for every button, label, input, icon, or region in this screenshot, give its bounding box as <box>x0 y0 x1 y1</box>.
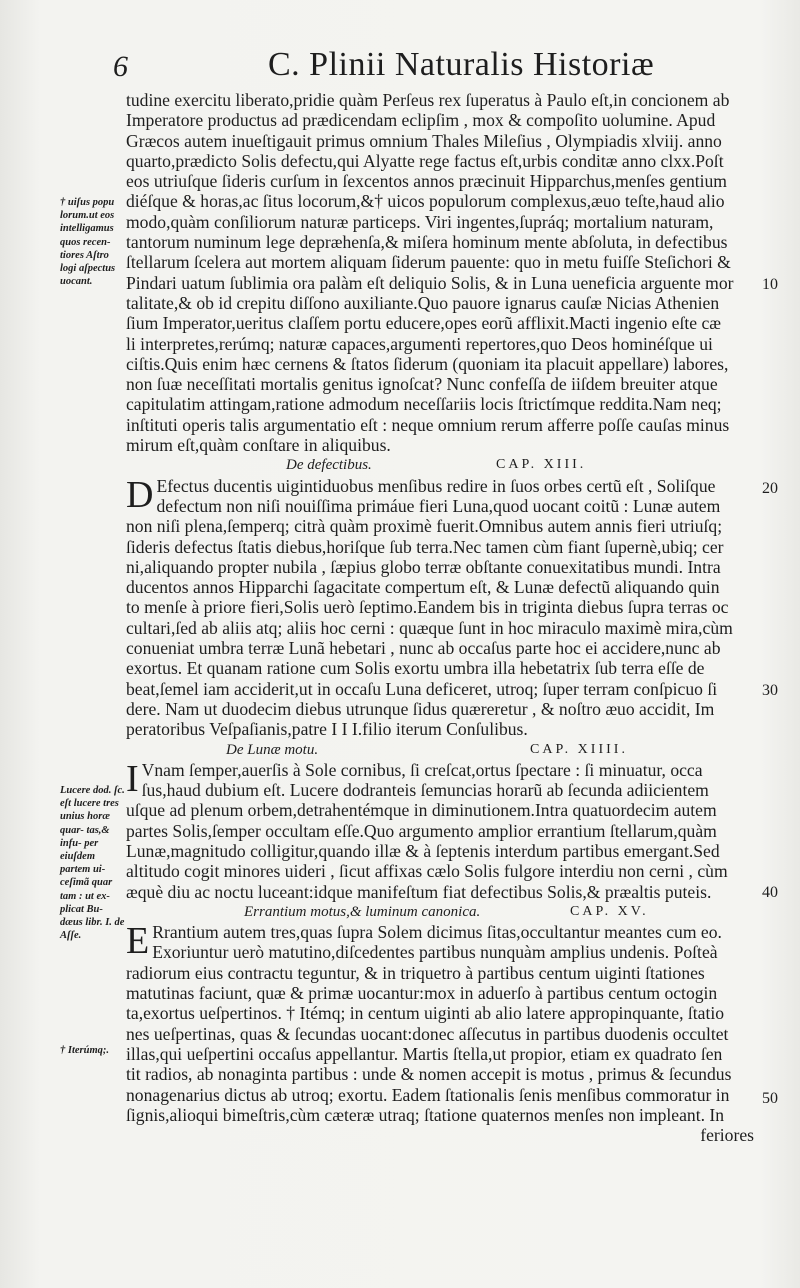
drop-capital: D <box>126 473 154 516</box>
running-head: C. Plinii Naturalis Historiæ <box>268 46 655 83</box>
text-line: radiorum eius contractu teguntur, & in triquetro à partibus centum uiginti ſtationes <box>126 962 705 983</box>
text-line: partes Solis,ſemper occultam eſſe.Quo argumento amplior errantium ſtellarum,quàm <box>126 820 717 841</box>
catchword: feriores <box>700 1125 754 1146</box>
margin-note: Lucere dod. ſc. eſt lucere tres unius horæ quar- tas,& infu- per eiuſdem partem ui- ceſimã quar tam : ut ex- plicat Bu- dæus libr. I. de Aſſe. <box>60 785 125 942</box>
text-line: cultari,ſed ab aliis atq; aliis hoc cerni : quæque ſunt in hoc miraculo maximè mira,cùm <box>126 617 733 638</box>
text-line: diéſque & horas,ac ſitus locorum,&† uicos populorum complexus,æuo teſte,haud alio <box>126 191 725 212</box>
main-text <box>126 90 754 1145</box>
text-line: Græcos autem inueſtigauit primus omnium Thales Mileſius , Olympiadis xlviij. anno <box>126 130 722 151</box>
text-line: tantorum numinum lege depræhenſa,& miſera hominum mente abſoluta, in defectibus <box>126 232 728 253</box>
line-number: 20 <box>762 480 778 497</box>
text-line: ſus,haud dubium eſt. Lucere dodranteis ſemuncias horarũ ab ſecunda adiicientem <box>141 780 709 801</box>
text-line: Exoriuntur uerò matutino,diſcedentes partibus nunquàm amplius undenis. Poſteà <box>152 942 718 963</box>
text-line: non ſuæ neceſſitati mortalis genitus ignoſcat? Nunc confeſſa de iiſdem breuiter atque <box>126 374 718 395</box>
text-line: æquè diu ac noctu luceant:idque manifeſtum fiat defectibus Solis,& præaltis puteis. <box>126 881 712 902</box>
chapter-title: Errantium motus,& luminum canonica. <box>244 903 481 920</box>
text-line: beat,ſemel iam acciderit,ut in occaſu Luna deficeret, utroq; ſuper terram conſpicuo ſi <box>126 678 718 699</box>
text-line: ſideris defectus ſtatis diebus,horiſque ſub terra.Nec tamen cùm fiant ſupernè,ubiq; cer <box>126 536 724 557</box>
text-line: non niſi plena,ſemperq; citrà quàm proximè fuerit.Omnibus autem annis fieri utriuſq; <box>126 516 723 537</box>
chapter-heading-15 <box>126 902 754 922</box>
text-line: ſignis,alioqui bimeſtris,cùm cæteræ utraq; ſtatione quaternos menſes non impleant. In <box>126 1104 725 1125</box>
text-line: ni,aliquando propter nubila , ſæpius globo terræ obſtante conuexitatibus mundi. Intra <box>126 556 721 577</box>
margin-note: † uiſus popu lorum.ut eos intelligamus quos recen- tiores Aſtro logi aſpectus uocant. <box>60 197 116 288</box>
text-line: to menſe à priore fieri,Solis uerò ſeptimo.Eandem bis in triginta diebus ſupra terras oc <box>126 597 729 618</box>
chapter-number: CAP. XIIII. <box>530 741 628 757</box>
text-line: tit radios, ab nonaginta partibus : unde & nomen accepit is motus , primus & ſecundus <box>126 1064 732 1085</box>
text-line: quarto,prædicto Solis defectu,qui Alyatte rege factus eſt,urbis conditæ anno clxx.Poſt <box>126 150 724 171</box>
line-number: 40 <box>762 884 778 901</box>
text-line: mirum eſt,quàm conſtare in aliquibus. <box>126 435 391 456</box>
text-line: defectum non niſi nouiſſima primáue fieri Luna,quod uocant coitũ : Lunæ autem <box>156 495 721 516</box>
text-line: peratoribus Veſpaſianis,patre I I I.filio iterum Conſulibus. <box>126 719 528 740</box>
text-line: matutinas faciunt, quæ & primæ uocantur:mox in aduerſo à partibus centum octogin <box>126 983 718 1004</box>
text-line: illas,qui ueſpertini occaſus appellantur. Martis ſtella,ut propior, etiam ex quadrato ſen <box>126 1043 723 1064</box>
text-line: ſtellarum ſcelera aut mortem aliquam ſiderum pauente: quo in metu fuiſſe Steſichori & <box>126 252 731 273</box>
chapter-heading-13 <box>126 455 754 475</box>
chapter-heading-14 <box>126 740 754 760</box>
page-number: 6 <box>113 50 128 83</box>
line-number: 50 <box>762 1090 778 1107</box>
text-line: talitate,& ob id crepitu diſſono auxiliante.Quo pauore ignarus cauſæ Nicias Athenien <box>126 292 720 313</box>
drop-capital: E <box>126 920 150 963</box>
text-line: Efectus ducentis uigintiduobus menſibus redire in ſuos orbes certũ eſt , Soliſque <box>156 475 716 496</box>
text-line: Lunæ,magnitudo colligitur,quando illæ & à ſeptenis interdum partibus emergant.Sed <box>126 840 720 861</box>
text-line: li interpretes,rerúmq; naturæ capaces,argumenti repertores,quo Deos hominéſque ui <box>126 333 713 354</box>
text-line: eos utriuſque ſideris curſum in ſexcentos annos præcinuit Hipparchus,menſes gentium <box>126 171 727 192</box>
text-line: modo,quàm conſiliorum naturæ particeps. Viri ingentes,ſupráq; mortalium naturam, <box>126 211 714 232</box>
text-line: ſium Imperator,ueritus claſſem portu educere,opes eorũ afflixit.Macti ingenio eſte cæ <box>126 313 721 334</box>
text-line: Rrantium autem tres,quas ſupra Solem dicimus ſitas,occultantur meantes cum eo. <box>152 922 722 943</box>
text-line: exortus. Et quanam ratione cum Solis exortu umbra illa hebetatrix ſub terra eſſe de <box>126 658 705 679</box>
text-line: Vnam ſemper,auerſis à Sole cornibus, ſi creſcat,ortus ſpectare : ſi minuatur, occa <box>141 759 703 780</box>
text-line: altitudo cogit minores uideri , ſicut affixas cælo Solis fulgore interdiu non cerni , cùm <box>126 861 728 882</box>
text-line: tudine exercitu liberato,pridie quàm Perſeus rex ſuperatus à Paulo eſt,in concionem ab <box>126 90 730 110</box>
text-line: capitulatim attingam,ratione admodum neceſſariis locis ſtrictímque reddita.Nam neq; <box>126 394 722 415</box>
text-line: ducentos annos Hipparchi ſagacitate compertum eſt, & Lunæ defectũ aliquando quin <box>126 577 720 598</box>
paragraph-block-3 <box>126 757 754 902</box>
text-line: Pindari uatum ſublimia ora palàm eſt deliquio Solis, & in Luna ueneficia arguente mor <box>126 272 734 293</box>
line-number: 10 <box>762 276 778 293</box>
text-line: ciſtis.Quis enim hæc cernens & ſtatos ſiderum (quoniam ita placuit appellare) labores, <box>126 353 729 374</box>
chapter-title: De Lunæ motu. <box>226 741 319 758</box>
drop-capital: I <box>126 757 139 800</box>
text-line: Imperatore productus ad prædicendam eclipſim , mox & compoſito uolumine. Apud <box>126 110 716 131</box>
text-line: dere. Nam ut duodecim diebus utrunque ſidus quæreretur , & noſtro æuo accidit, Im <box>126 698 715 719</box>
chapter-title: De defectibus. <box>286 457 372 474</box>
margin-note: † Iterúmq;. <box>60 1045 110 1056</box>
paragraph-block-1 <box>126 90 754 455</box>
chapter-number: CAP. XV. <box>570 903 649 919</box>
line-number: 30 <box>762 682 778 699</box>
text-line: conueniat umbra terræ Lunã hebetari , nunc ab occaſus parte hoc ei accidere,nunc ab <box>126 638 721 659</box>
chapter-number: CAP. XIII. <box>496 457 587 473</box>
text-line: inſtituti operis talis argumentatio eſt : neque omnium rerum afferre poſſe cauſas minus <box>126 414 730 435</box>
paragraph-block-2 <box>126 473 754 740</box>
text-line: ta,exortus ueſpertinos. † Itémq; in centum uiginti ab alio latere appropinquante, ſtatio <box>126 1003 725 1024</box>
text-line: nes ueſpertinas, quas & ſecundas uocant:donec aſſecutus in partibus duodenis occultet <box>126 1023 729 1044</box>
text-line: nonagenarius dictus ab utroq; exortu. Eadem ſtationalis ſenis menſibus commoratur in <box>126 1084 730 1105</box>
text-line: uſque ad plenum orbem,detrahentémque in diminutionem.Intra quatuordecim autem <box>126 800 717 821</box>
paragraph-block-4 <box>126 922 754 1125</box>
